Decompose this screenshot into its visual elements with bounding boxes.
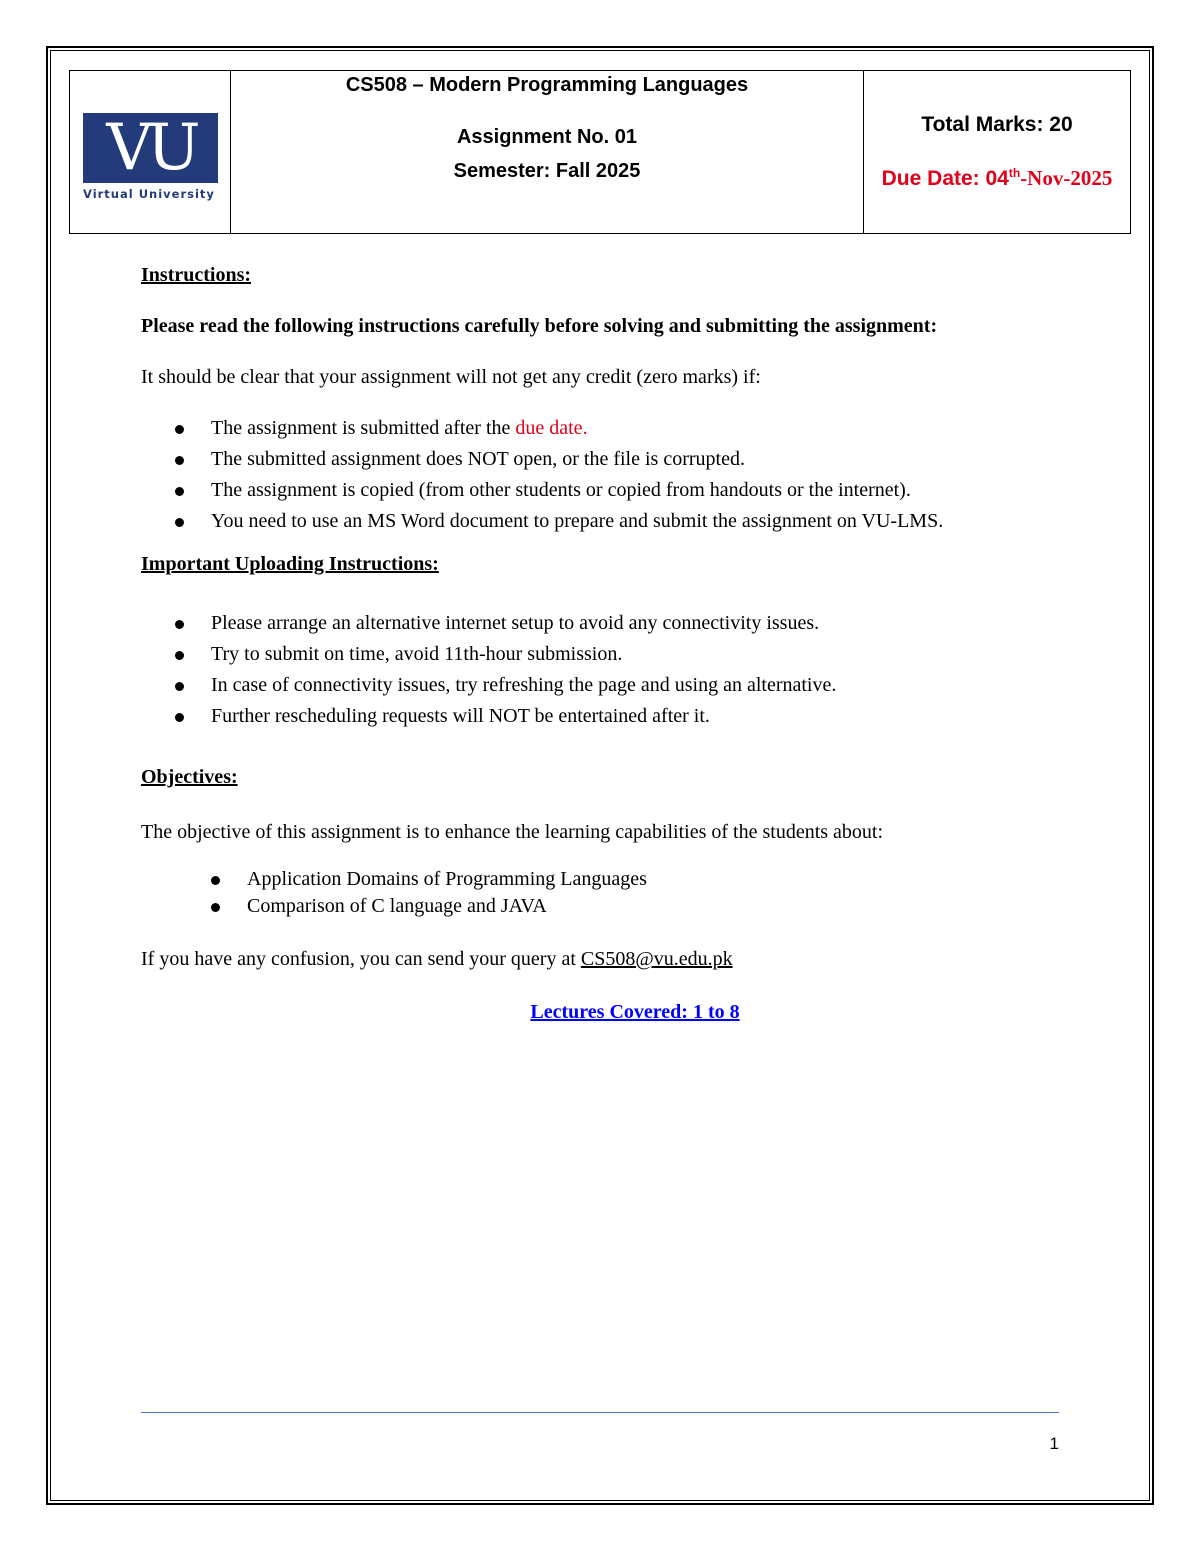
vu-logo (83, 113, 218, 205)
assignment-number: Assignment No. 01 (456, 126, 638, 148)
lectures-line (141, 997, 1059, 1028)
query-text: If you have any confusion, you can send your query at (141, 948, 581, 970)
list-item: You need to use an MS Word document to prepare and submit the assignment on VU-LMS. (141, 506, 1059, 537)
semester: Semester: Fall 2025 (453, 160, 641, 182)
due-date-suffix: -Nov-2025 (1020, 166, 1113, 190)
due-date (864, 166, 1130, 191)
list-item: In case of connectivity issues, try refreshing the page and using an alternative. (141, 670, 1059, 701)
document-body (141, 260, 1059, 1028)
objectives-list (141, 866, 1059, 920)
course-title: CS508 – Modern Programming Languages (345, 74, 749, 96)
objectives-heading: Objectives: (141, 766, 238, 788)
objectives-intro: The objective of this assignment is to enhance the learning capabilities of the students about: (141, 821, 884, 843)
header-logo-cell (70, 71, 231, 233)
query-line (141, 944, 1059, 975)
list-item: The assignment is copied (from other students or copied from handouts or the internet). (141, 475, 1059, 506)
list-item: Comparison of C language and JAVA (141, 893, 1059, 920)
header-marks-cell (864, 71, 1130, 233)
list-item: The submitted assignment does NOT open, or the file is corrupted. (141, 444, 1059, 475)
uploading-heading: Important Uploading Instructions: (141, 553, 439, 575)
footer-divider (141, 1412, 1059, 1413)
list-item: Try to submit on time, avoid 11th-hour submission. (141, 639, 1059, 670)
zero-credit-list (141, 413, 1059, 537)
query-email-link[interactable]: CS508@vu.edu.pk (580, 948, 733, 970)
zero-credit-intro: It should be clear that your assignment will not get any credit (zero marks) if: (141, 366, 761, 388)
instructions-lead: Please read the following instructions carefully before solving and submitting the assignment: (141, 315, 938, 337)
list-item: Please arrange an alternative internet setup to avoid any connectivity issues. (141, 608, 1059, 639)
header-table (69, 70, 1131, 234)
due-date-emphasis: due date. (515, 417, 588, 439)
instructions-heading: Instructions: (141, 264, 252, 286)
header-title-cell (231, 71, 864, 233)
list-item: Further rescheduling requests will NOT be entertained after it. (141, 701, 1059, 732)
lectures-covered-link[interactable]: Lectures Covered: 1 to 8 (530, 1001, 740, 1023)
list-item (141, 413, 1059, 444)
logo-text: Virtual University (83, 187, 215, 201)
logo-mark: VU (83, 113, 218, 183)
list-item-text: The assignment is submitted after the (211, 417, 516, 439)
uploading-list (141, 608, 1059, 732)
due-date-sup: th (1008, 166, 1021, 180)
total-marks: Total Marks: 20 (921, 113, 1073, 136)
due-date-prefix: Due Date: 04 (881, 167, 1009, 190)
list-item: Application Domains of Programming Languages (141, 866, 1059, 893)
page-number: 1 (1049, 1434, 1059, 1453)
